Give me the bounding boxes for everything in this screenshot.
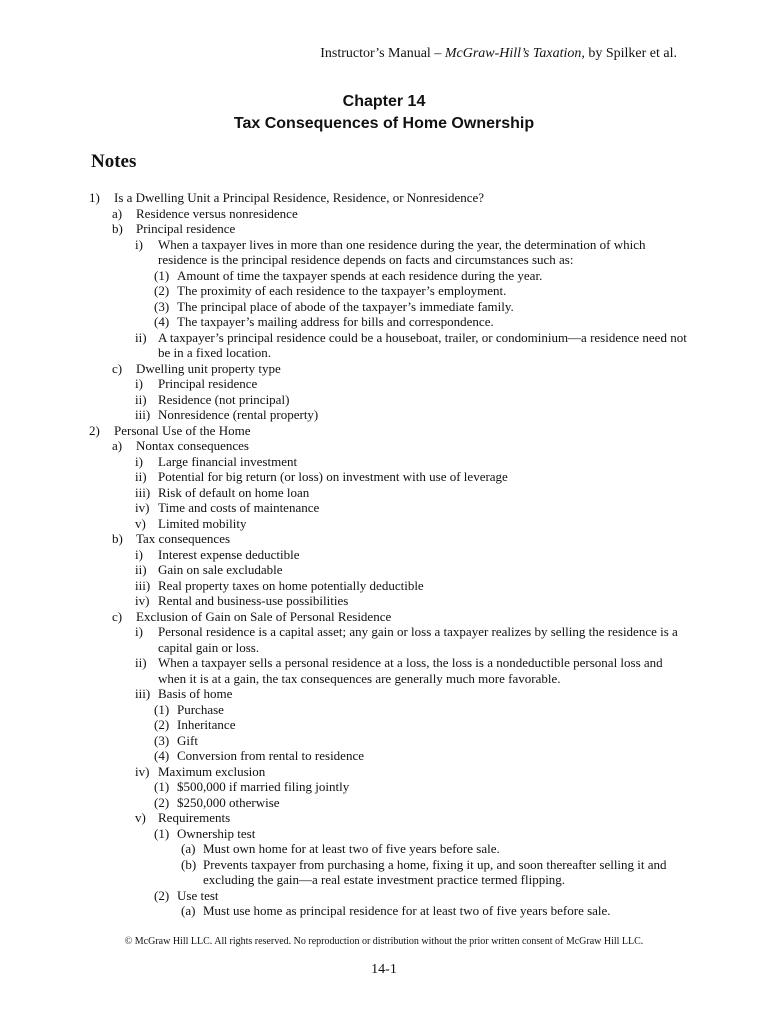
header-prefix: Instructor’s Manual – xyxy=(320,46,445,61)
outline-item xyxy=(89,221,689,237)
outline-item-text: When a taxpayer sells a personal residence at a loss, the loss is a nondeductible personal loss and when it is at a gain, the tax consequences are generally much more favorable. xyxy=(158,655,663,686)
outline-item xyxy=(89,190,689,206)
outline-item xyxy=(89,314,689,330)
outline-item-text: Potential for big return (or loss) on investment with use of leverage xyxy=(158,469,508,484)
chapter-number: Chapter 14 xyxy=(342,93,426,110)
outline-item xyxy=(89,407,689,423)
outline-item-text: Large financial investment xyxy=(158,453,298,469)
outline-item xyxy=(89,237,689,268)
outline-item-text: Purchase xyxy=(177,701,224,717)
outline-item-label: iv) xyxy=(135,500,150,515)
outline-item-text: Amount of time the taxpayer spends at each residence during the year. xyxy=(177,267,543,283)
outline-item-label: (4) xyxy=(154,314,170,329)
outline-item-label: ii) xyxy=(135,329,147,345)
outline-item xyxy=(89,795,689,811)
outline-item xyxy=(89,500,689,516)
outline-item-label: (b) xyxy=(181,856,197,872)
outline-item xyxy=(89,376,689,392)
outline-item xyxy=(89,438,689,454)
outline-item xyxy=(89,810,689,826)
outline-item-label: (3) xyxy=(154,298,170,314)
outline-item xyxy=(89,562,689,578)
outline-item-text: Must own home for at least two of five years before sale. xyxy=(203,841,500,856)
running-header xyxy=(320,46,677,62)
outline-item xyxy=(89,485,689,501)
outline-item xyxy=(89,702,689,718)
outline-item-label: v) xyxy=(135,810,146,825)
outline-item-text: Real property taxes on home potentially deductible xyxy=(158,577,424,593)
outline-item-label: 1) xyxy=(89,190,100,205)
outline-item xyxy=(89,609,689,625)
outline-item-text: Use test xyxy=(177,887,219,903)
outline-item xyxy=(89,841,689,857)
outline-item-text: Principal residence xyxy=(158,376,258,391)
outline-item xyxy=(89,283,689,299)
outline-item xyxy=(89,888,689,904)
outline-item-label: ii) xyxy=(135,469,147,484)
outline-item-label: i) xyxy=(135,624,143,639)
outline-item-label: 2) xyxy=(89,422,100,438)
outline-item-label: b) xyxy=(112,221,123,236)
outline-item xyxy=(89,547,689,563)
outline-item-label: a) xyxy=(112,205,123,221)
outline-item-text: Limited mobility xyxy=(158,515,247,531)
outline-item xyxy=(89,686,689,702)
outline-item-label: (1) xyxy=(154,267,170,283)
outline-item xyxy=(89,392,689,408)
outline-item xyxy=(89,578,689,594)
outline-item-label: c) xyxy=(112,360,123,376)
header-suffix: by Spilker et al. xyxy=(584,46,677,61)
outline-item-label: iii) xyxy=(135,577,151,593)
outline-item xyxy=(89,655,689,686)
outline-item-label: iii) xyxy=(135,484,151,500)
outline-item-text: Inheritance xyxy=(177,717,236,732)
outline-item-text: $500,000 if married filing jointly xyxy=(177,779,350,794)
outline-item xyxy=(89,206,689,222)
notes-heading: Notes xyxy=(91,151,137,172)
outline-item xyxy=(89,717,689,733)
outline-item-text: Prevents taxpayer from purchasing a home, fixing it up, and soon thereafter selling it and excluding the gain—a real estate investment practice termed flipping. xyxy=(203,856,667,887)
outline-item xyxy=(89,469,689,485)
outline-item-label: b) xyxy=(112,531,123,546)
header-book-title: McGraw-Hill’s Taxation, xyxy=(444,46,585,61)
outline-item-label: ii) xyxy=(135,562,147,577)
outline-item-text: Tax consequences xyxy=(136,531,231,546)
outline-item-text: Personal residence is a capital asset; any gain or loss a taxpayer realizes by selling the residence is a capital gain or loss. xyxy=(158,624,678,655)
outline-item-label: a) xyxy=(112,438,123,453)
outline-item-label: v) xyxy=(135,515,146,531)
outline-item-text: Conversion from rental to residence xyxy=(177,748,364,763)
outline-item-text: Rental and business-use possibilities xyxy=(158,593,349,608)
outline-item-text: The proximity of each residence to the taxpayer’s employment. xyxy=(177,283,507,298)
outline-item-label: ii) xyxy=(135,391,147,407)
outline-item xyxy=(89,733,689,749)
outline-item-text: Exclusion of Gain on Sale of Personal Residence xyxy=(136,608,392,624)
outline-item-label: (4) xyxy=(154,748,170,763)
outline-item-text: Must use home as principal residence for at least two of five years before sale. xyxy=(203,903,611,918)
outline-item xyxy=(89,361,689,377)
outline-item-text: Maximum exclusion xyxy=(158,763,266,779)
outline-item xyxy=(89,423,689,439)
outline-item-text: Interest expense deductible xyxy=(158,546,300,562)
outline-item-text: Residence versus nonresidence xyxy=(136,205,298,221)
outline-item xyxy=(89,299,689,315)
outline-item-text: Nonresidence (rental property) xyxy=(158,407,319,422)
outline-item-text: Residence (not principal) xyxy=(158,391,290,407)
outline-item-text: Gift xyxy=(177,732,198,748)
outline-item xyxy=(89,516,689,532)
outline-item-label: (1) xyxy=(154,779,170,794)
outline-item-text: The principal place of abode of the taxpayer’s immediate family. xyxy=(177,298,514,314)
outline-item-text: Principal residence xyxy=(136,221,236,236)
outline-item-label: i) xyxy=(135,546,143,562)
page-number: 14-1 xyxy=(371,962,397,977)
outline-item-text: Requirements xyxy=(158,810,231,825)
outline-item-text: A taxpayer’s principal residence could be a houseboat, trailer, or condominium—a residence need not be in a fixed location. xyxy=(158,329,687,360)
outline-item-label: (a) xyxy=(181,841,196,856)
copyright-notice: © McGraw Hill LLC. All rights reserved. No reproduction or distribution without the prior written consent of McGraw Hill LLC. xyxy=(124,936,644,947)
outline-item xyxy=(89,454,689,470)
outline-item-label: i) xyxy=(135,453,143,469)
notes-outline xyxy=(89,190,689,919)
outline-item xyxy=(89,268,689,284)
outline-item-label: iii) xyxy=(135,407,151,422)
outline-item-label: (a) xyxy=(181,903,196,918)
outline-item-label: (2) xyxy=(154,283,170,298)
outline-item-text: Basis of home xyxy=(158,686,233,701)
outline-item-label: iv) xyxy=(135,763,150,779)
outline-item xyxy=(89,531,689,547)
outline-item-label: (1) xyxy=(154,825,170,841)
outline-item-text: Nontax consequences xyxy=(136,438,249,453)
outline-item xyxy=(89,857,689,888)
chapter-title: Tax Consequences of Home Ownership xyxy=(233,115,535,132)
outline-item-text: Time and costs of maintenance xyxy=(158,500,320,515)
outline-item-label: c) xyxy=(112,608,123,624)
outline-item xyxy=(89,764,689,780)
outline-item-text: The taxpayer’s mailing address for bills and correspondence. xyxy=(177,314,494,329)
outline-item xyxy=(89,593,689,609)
outline-item-text: $250,000 otherwise xyxy=(177,794,280,810)
outline-item-text: Dwelling unit property type xyxy=(136,360,281,376)
outline-item-text: Gain on sale excludable xyxy=(158,562,283,577)
outline-item xyxy=(89,748,689,764)
outline-item xyxy=(89,624,689,655)
outline-item-text: When a taxpayer lives in more than one residence during the year, the determination of which residence is the principal residence depends on facts and circumstances such as: xyxy=(158,236,646,267)
outline-item-label: iii) xyxy=(135,686,151,701)
outline-item-text: Risk of default on home loan xyxy=(158,484,310,500)
outline-item-label: ii) xyxy=(135,655,147,670)
outline-item-label: i) xyxy=(135,236,143,252)
outline-item-label: (3) xyxy=(154,732,170,748)
outline-item xyxy=(89,826,689,842)
outline-item xyxy=(89,779,689,795)
outline-item-label: (2) xyxy=(154,794,170,810)
outline-item-text: Ownership test xyxy=(177,825,256,841)
outline-item-label: (2) xyxy=(154,717,170,732)
outline-item-label: (1) xyxy=(154,701,170,717)
outline-item-text: Personal Use of the Home xyxy=(114,422,251,438)
outline-item-label: iv) xyxy=(135,593,150,608)
outline-item xyxy=(89,330,689,361)
outline-item-label: (2) xyxy=(154,887,170,903)
outline-item xyxy=(89,903,689,919)
outline-item-label: i) xyxy=(135,376,143,391)
outline-item-text: Is a Dwelling Unit a Principal Residence, Residence, or Nonresidence? xyxy=(114,190,485,205)
